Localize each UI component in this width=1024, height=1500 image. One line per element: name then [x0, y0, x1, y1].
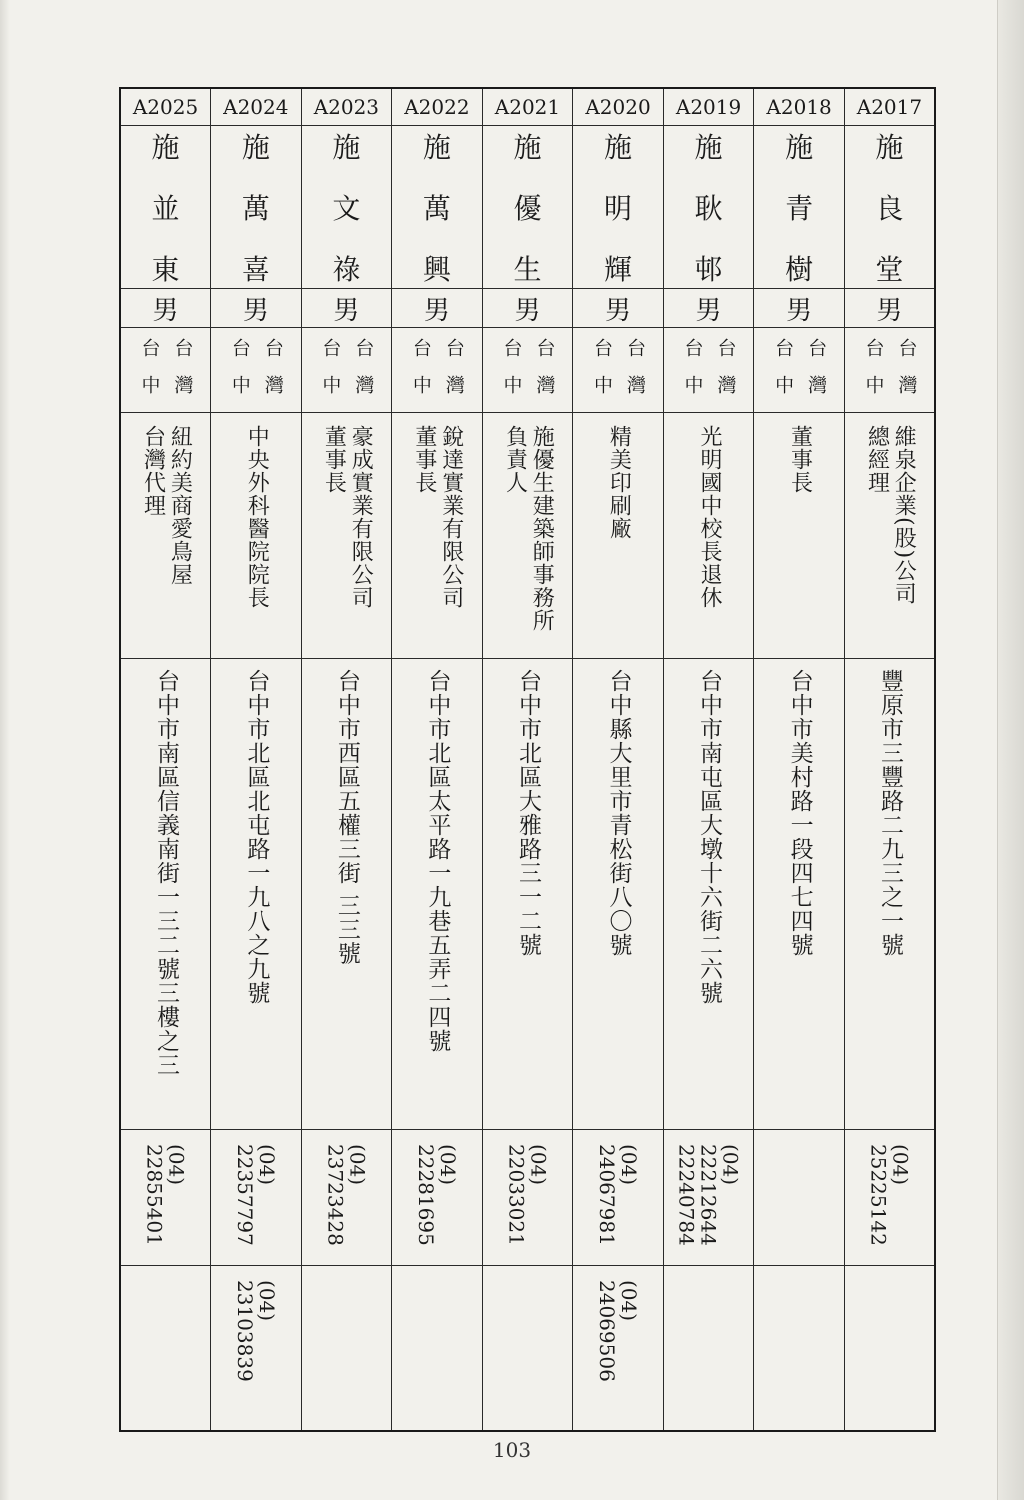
phone-line: 22033021: [504, 1144, 529, 1246]
name-char: 施: [422, 131, 451, 164]
phone-line: (04): [345, 1144, 370, 1186]
origin-line: 台中: [138, 338, 161, 412]
phone-line: (04): [254, 1144, 279, 1186]
member-name-cell: [120, 126, 211, 289]
member-code: A2023: [313, 95, 380, 119]
occupation-line: 銳達實業有限公司: [438, 425, 464, 609]
member-code-cell: [120, 88, 211, 126]
member-occupation-cell: [301, 413, 392, 659]
origin-line: 台中: [772, 338, 795, 412]
name-char: 興: [422, 253, 451, 286]
member-origin: [211, 328, 301, 412]
member-origin-cell: [392, 328, 483, 413]
name-char: 青: [785, 192, 814, 225]
origin-line: 台中: [319, 338, 342, 412]
member-origin: [392, 328, 482, 412]
member-sex-cell: [211, 289, 302, 328]
occupation-line: 紐約美商愛鳥屋: [167, 425, 193, 586]
phone-alt-row: [120, 1266, 935, 1432]
address-text: 台中市北區大雅路三一二號: [514, 669, 541, 957]
member-code-cell: [482, 88, 573, 126]
origin-line: 台灣: [442, 338, 465, 412]
member-name: [845, 126, 934, 288]
name-char: 施: [513, 131, 542, 164]
member-sex-cell: [663, 289, 754, 328]
member-occupation-cell: [844, 413, 935, 659]
member-sex: 男: [786, 295, 813, 326]
member-sex-cell: [844, 289, 935, 328]
phone-line: 24067981: [595, 1144, 619, 1246]
member-sex: 男: [423, 295, 450, 326]
member-occupation: [501, 413, 555, 658]
member-name-cell: [573, 126, 664, 289]
member-sex-cell: [573, 289, 664, 328]
member-phone-alt-cell: [301, 1266, 392, 1432]
phone-line: 22240784: [674, 1144, 699, 1246]
member-address-cell: [211, 659, 302, 1130]
genealogy-table: [119, 87, 936, 1432]
member-origin-cell: [301, 328, 392, 413]
member-phone-alt-cell: [120, 1266, 211, 1432]
name-char: 生: [513, 253, 542, 286]
code-row: [120, 88, 935, 126]
member-occupation: [242, 413, 269, 658]
member-name-cell: [301, 126, 392, 289]
member-phone-cell: [754, 1130, 845, 1266]
member-sex: 男: [242, 295, 269, 326]
member-name-cell: [211, 126, 302, 289]
name-char: 萬: [422, 192, 451, 225]
phone-line: 24069506: [595, 1280, 619, 1382]
phone-line: (04): [617, 1280, 641, 1322]
origin-line: 台灣: [714, 338, 737, 412]
occupation-line: 董事長: [321, 425, 347, 494]
member-origin: [845, 328, 934, 412]
address-text: 台中市南屯區大墩十六街二六號: [696, 669, 723, 1005]
origin-line: 台中: [228, 338, 251, 412]
member-sex: 男: [152, 295, 179, 326]
occupation-line: 負責人: [502, 425, 528, 494]
name-char: 明: [604, 192, 633, 225]
member-origin: [664, 328, 754, 412]
member-address: [516, 659, 539, 1129]
member-occupation-cell: [573, 413, 664, 659]
member-occupation: [786, 413, 813, 658]
name-char: 祿: [332, 253, 361, 286]
member-origin: [302, 328, 392, 412]
member-phone: [144, 1130, 188, 1265]
occupation-line: 精美印刷廠: [606, 425, 632, 540]
origin-line: 台灣: [895, 338, 918, 412]
occupation-line: 董事長: [411, 425, 437, 494]
member-occupation: [605, 413, 632, 658]
member-occupation-cell: [663, 413, 754, 659]
member-code-cell: [211, 88, 302, 126]
phone-line: 22855401: [142, 1144, 167, 1246]
member-code-cell: [663, 88, 754, 126]
member-occupation: [410, 413, 464, 658]
name-char: 優: [513, 192, 542, 225]
name-char: 良: [875, 192, 904, 225]
name-char: 施: [785, 131, 814, 164]
member-code: A2024: [223, 95, 289, 119]
name-char: 樹: [785, 253, 814, 286]
member-code: A2019: [675, 95, 742, 119]
name-char: 施: [332, 131, 361, 164]
member-phone-alt-cell: [844, 1266, 935, 1432]
member-code: A2020: [585, 95, 651, 119]
member-occupation: [863, 413, 917, 658]
member-sex-cell: [120, 289, 211, 328]
member-phone-cell: [392, 1130, 483, 1266]
address-row: [120, 659, 935, 1130]
member-occupation-cell: [482, 413, 573, 659]
occupation-line: 中央外科醫院院長: [244, 425, 270, 609]
member-phone-cell: [120, 1130, 211, 1266]
member-code: A2017: [856, 95, 923, 119]
member-phone-cell: [482, 1130, 573, 1266]
member-address: [607, 659, 630, 1129]
origin-line: 台灣: [805, 338, 828, 412]
member-code-cell: [392, 88, 483, 126]
name-char: 並: [151, 192, 180, 225]
member-phone: [596, 1130, 640, 1265]
phone-line: 22281695: [413, 1144, 438, 1246]
name-char: 施: [875, 131, 904, 164]
member-phone-alt: [234, 1266, 278, 1430]
member-phone: [324, 1130, 368, 1265]
member-name: [754, 126, 844, 288]
origin-row: [120, 328, 935, 413]
member-occupation-cell: [392, 413, 483, 659]
origin-line: 台中: [500, 338, 523, 412]
member-occupation-cell: [754, 413, 845, 659]
phone-line: (04): [435, 1144, 460, 1186]
address-text: 台中市北區太平路一九巷五弄二四號: [424, 669, 451, 1053]
phone-line: (04): [718, 1144, 743, 1186]
member-phone-alt-cell: [573, 1266, 664, 1432]
occupation-line: 台灣代理: [140, 425, 166, 517]
member-phone-cell: [663, 1130, 754, 1266]
page-number: 103: [492, 1438, 532, 1462]
member-address: [696, 659, 723, 1129]
member-phone-cell: [301, 1130, 392, 1266]
name-char: 施: [241, 131, 270, 164]
address-text: 台中市南區信義南街一三二號三樓之三: [153, 669, 180, 1077]
name-char: 文: [332, 192, 361, 225]
occupation-row: [120, 413, 935, 659]
member-name: [483, 126, 573, 288]
member-sex: 男: [514, 295, 541, 326]
member-name: [392, 126, 482, 288]
member-name-cell: [663, 126, 754, 289]
origin-line: 台灣: [352, 338, 375, 412]
address-text: 豐原市三豐路二九三之一號: [876, 669, 903, 957]
address-text: 台中市北區北屯路一九八之九號: [243, 669, 270, 1005]
member-sex-cell: [301, 289, 392, 328]
phone-line: 23103839: [232, 1280, 257, 1382]
name-char: 施: [694, 131, 723, 164]
member-address: [788, 659, 811, 1129]
phone-line: (04): [617, 1144, 641, 1186]
member-phone-alt-cell: [482, 1266, 573, 1432]
member-address-cell: [844, 659, 935, 1130]
member-origin: [754, 328, 844, 412]
member-address-cell: [573, 659, 664, 1130]
occupation-line: 董事長: [787, 425, 813, 494]
origin-line: 台中: [591, 338, 613, 412]
member-code: A2018: [766, 95, 832, 119]
member-phone-alt-cell: [754, 1266, 845, 1432]
phone-line: 23723428: [323, 1144, 348, 1246]
phone-row: [120, 1130, 935, 1266]
member-phone-alt-cell: [663, 1266, 754, 1432]
phone-line: (04): [254, 1280, 279, 1322]
member-address-cell: [301, 659, 392, 1130]
member-phone-cell: [844, 1130, 935, 1266]
phone-line: 25225142: [866, 1144, 891, 1246]
member-origin-cell: [663, 328, 754, 413]
name-char: 施: [151, 131, 180, 164]
member-phone-cell: [211, 1130, 302, 1266]
member-code: A2022: [404, 95, 470, 119]
member-origin-cell: [844, 328, 935, 413]
member-sex-cell: [754, 289, 845, 328]
name-char: 輝: [604, 253, 633, 286]
name-row: [120, 126, 935, 289]
member-address: [153, 659, 180, 1129]
member-address-cell: [392, 659, 483, 1130]
page-gutter-shadow: [0, 0, 10, 1500]
member-origin: [483, 328, 573, 412]
member-phone: [505, 1130, 549, 1265]
member-phone-alt-cell: [211, 1266, 302, 1432]
member-code: A2021: [494, 95, 561, 119]
member-occupation: [139, 413, 193, 658]
name-char: 喜: [241, 253, 270, 286]
member-name-cell: [844, 126, 935, 289]
member-code-cell: [573, 88, 664, 126]
member-origin: [121, 328, 210, 412]
page-edge: [997, 0, 1024, 1500]
origin-line: 台中: [862, 338, 885, 412]
address-text: 台中市美村路一段四七四號: [786, 669, 813, 957]
member-address-cell: [754, 659, 845, 1130]
name-char: 萬: [241, 192, 270, 225]
origin-line: 台灣: [624, 338, 646, 412]
member-sex-cell: [482, 289, 573, 328]
phone-line: (04): [164, 1144, 189, 1186]
phone-line: 22212644: [696, 1144, 721, 1246]
member-name: [211, 126, 301, 288]
origin-line: 台中: [681, 338, 704, 412]
member-occupation-cell: [211, 413, 302, 659]
origin-line: 台灣: [533, 338, 556, 412]
member-name: [573, 126, 663, 288]
member-origin-cell: [573, 328, 664, 413]
occupation-line: 光明國中校長退休: [696, 425, 722, 609]
phone-line: (04): [526, 1144, 551, 1186]
member-code-cell: [301, 88, 392, 126]
member-name: [302, 126, 392, 288]
member-phone-alt: [596, 1266, 640, 1430]
member-origin-cell: [211, 328, 302, 413]
member-code: A2025: [132, 95, 199, 119]
member-occupation: [320, 413, 374, 658]
address-text: 台中市西區五權三街 三三號: [333, 669, 360, 966]
member-origin-cell: [482, 328, 573, 413]
member-sex: 男: [876, 295, 903, 326]
occupation-line: 總經理: [864, 425, 890, 494]
member-name-cell: [392, 126, 483, 289]
member-sex-cell: [392, 289, 483, 328]
member-address: [243, 659, 270, 1129]
member-name-cell: [482, 126, 573, 289]
member-phone-cell: [573, 1130, 664, 1266]
member-address: [424, 659, 451, 1129]
member-origin: [573, 328, 663, 412]
member-phone: [867, 1130, 911, 1265]
origin-line: 台中: [409, 338, 432, 412]
address-text: 台中縣大里市青松街八〇號: [605, 669, 632, 957]
phone-line: (04): [888, 1144, 913, 1186]
member-sex: 男: [605, 295, 632, 326]
member-address: [335, 659, 358, 1129]
name-char: 邨: [694, 253, 723, 286]
member-origin-cell: [754, 328, 845, 413]
member-code-cell: [754, 88, 845, 126]
member-address-cell: [482, 659, 573, 1130]
name-char: 東: [151, 253, 180, 286]
member-name-cell: [754, 126, 845, 289]
member-address-cell: [663, 659, 754, 1130]
member-phone: [676, 1130, 742, 1265]
name-char: 施: [604, 131, 633, 164]
member-sex: 男: [695, 295, 722, 326]
member-origin-cell: [120, 328, 211, 413]
name-char: 耿: [694, 192, 723, 225]
name-char: 堂: [875, 253, 904, 286]
member-name: [121, 126, 210, 288]
member-phone: [234, 1130, 278, 1265]
occupation-line: 維泉企業(股)公司: [891, 425, 917, 606]
member-occupation: [695, 413, 722, 658]
member-address: [878, 659, 901, 1129]
member-phone: [415, 1130, 459, 1265]
member-phone-alt-cell: [392, 1266, 483, 1432]
member-sex: 男: [333, 295, 360, 326]
origin-line: 台灣: [171, 338, 194, 412]
member-name: [664, 126, 754, 288]
member-occupation-cell: [120, 413, 211, 659]
origin-line: 台灣: [261, 338, 284, 412]
member-code-cell: [844, 88, 935, 126]
sex-row: [120, 289, 935, 328]
phone-line: 22357797: [232, 1144, 257, 1246]
occupation-line: 施優生建築師事務所: [529, 425, 555, 632]
occupation-line: 豪成實業有限公司: [348, 425, 374, 609]
member-address-cell: [120, 659, 211, 1130]
